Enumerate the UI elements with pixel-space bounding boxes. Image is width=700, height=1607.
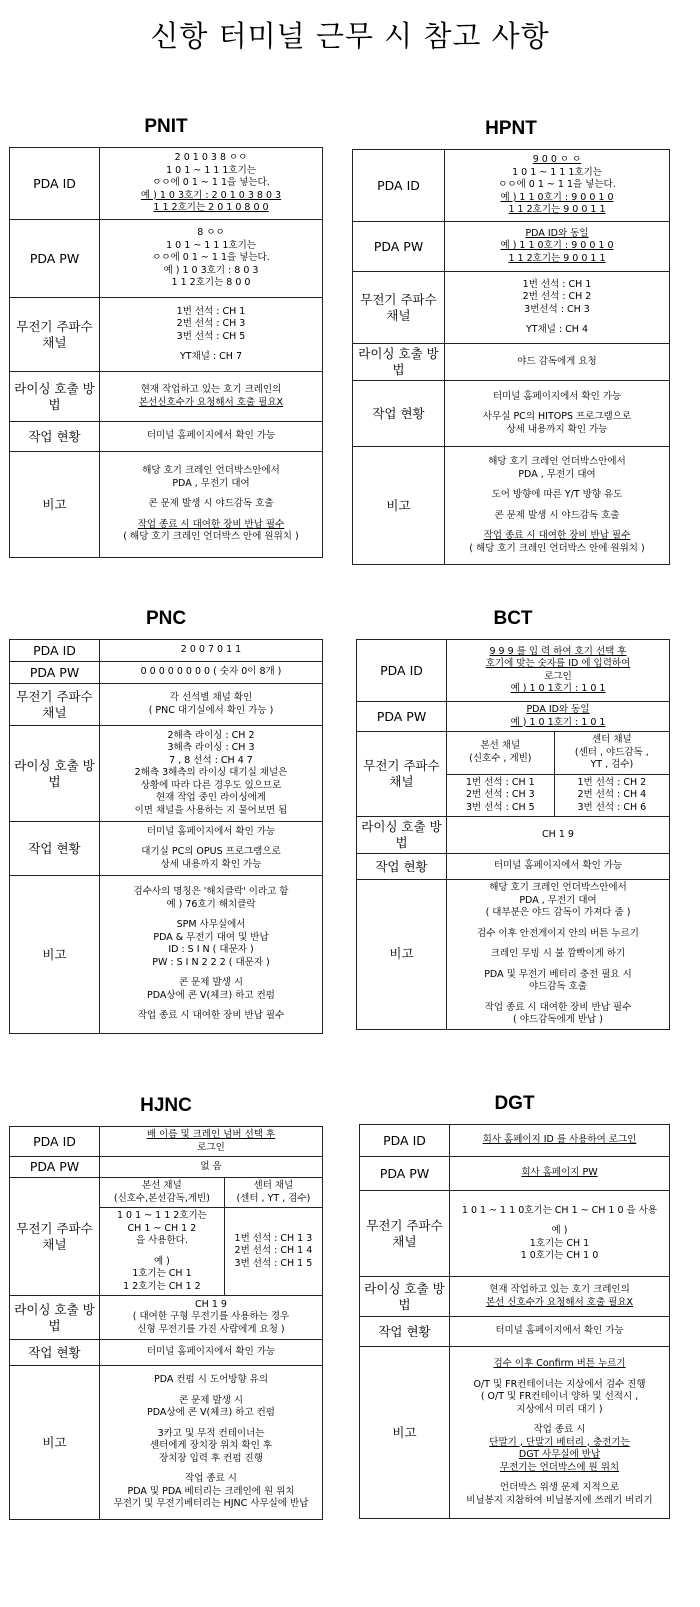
value-line: 1 0 1 ~ 1 1 2호기는 bbox=[116, 1210, 207, 1221]
value-line: 작업 종료 시 대여한 장비 반납 필수 bbox=[137, 1010, 285, 1022]
row-value bbox=[445, 222, 670, 272]
info-row bbox=[10, 1178, 323, 1296]
info-row bbox=[10, 422, 323, 452]
value-line: YT채널 : CH 7 bbox=[179, 351, 243, 362]
info-row bbox=[360, 1317, 670, 1347]
value-line: 2번 선석 : CH 2 bbox=[522, 291, 592, 302]
row-value bbox=[100, 1366, 323, 1520]
row-value bbox=[445, 381, 670, 447]
value-line: 3번 선석 : CH 6 bbox=[577, 801, 647, 813]
value-line: 9 9 9 를 입 력 하여 호기 선택 후 bbox=[489, 645, 627, 657]
info-row bbox=[10, 1157, 323, 1178]
value-line: 예 ) 1 0 1호기 : 1 0 1 bbox=[510, 716, 606, 728]
value-line: 단말기 , 단말기 베터리 , 충전기는 bbox=[489, 1436, 630, 1448]
row-label: 라이싱 호출 방법 bbox=[10, 726, 100, 822]
value-line: 검수 이후 Confirm 버튼 누르기 bbox=[493, 1358, 626, 1369]
info-row bbox=[360, 1157, 670, 1191]
info-row bbox=[10, 822, 323, 876]
row-label: 무전기 주파수 채널 bbox=[360, 1191, 450, 1277]
value-line: 각 선석별 채널 확인 bbox=[169, 692, 253, 703]
terminal-name: PNIT bbox=[144, 116, 188, 137]
value-line: 회사 홈페이지 ID 를 사용하여 로그인 bbox=[482, 1134, 637, 1146]
blank-line bbox=[448, 522, 666, 530]
row-value bbox=[450, 1277, 670, 1317]
value-line: PW : S I N 2 2 2 ( 대문자 ) bbox=[152, 956, 270, 968]
value-line: 7 , 8 선석 : CH 4 7 bbox=[169, 754, 253, 766]
blank-line bbox=[450, 940, 666, 948]
value-line: 도어 방향에 따른 Y/T 방향 유도 bbox=[491, 489, 623, 500]
value-line: 로그인 bbox=[544, 670, 572, 682]
value-line: ( PNC 대기실에서 확인 가능 ) bbox=[148, 704, 274, 716]
blank-line bbox=[102, 1248, 222, 1256]
row-label: PDA PW bbox=[353, 222, 445, 272]
center-channel-header bbox=[224, 1178, 322, 1208]
value-line: 예 ) 76호기 해치클락 bbox=[166, 898, 256, 910]
row-label: 무전기 주파수 채널 bbox=[10, 1178, 100, 1296]
row-value bbox=[445, 447, 670, 565]
row-label: PDA PW bbox=[10, 662, 100, 684]
row-value bbox=[100, 452, 323, 558]
info-row bbox=[353, 447, 670, 565]
main-channel-header bbox=[447, 732, 554, 774]
row-value bbox=[100, 876, 323, 1034]
row-value bbox=[447, 640, 670, 702]
value-line: ( 대부분은 야드 감독이 가져다 줌 ) bbox=[485, 907, 631, 918]
info-row bbox=[10, 148, 323, 220]
blank-line bbox=[453, 1371, 666, 1379]
row-value bbox=[100, 220, 323, 298]
value-line: 콘 문제 발생 시 야드감독 호출 bbox=[148, 498, 274, 510]
value-line: PDA 및 PDA 베터리는 크레인에 원 위치 bbox=[127, 1485, 295, 1497]
value-line: 2번 선석 : CH 3 bbox=[466, 789, 535, 800]
info-row bbox=[357, 854, 670, 880]
row-label: 라이싱 호출 방법 bbox=[10, 1296, 100, 1340]
value-line: 사무실 PC의 HITOPS 프로그램으로 bbox=[482, 411, 632, 423]
hpnt-section bbox=[352, 115, 670, 565]
row-label: 비고 bbox=[10, 452, 100, 558]
value-line: 회사 홈페이지 PW bbox=[521, 1167, 598, 1179]
value-line: ID : S I N ( 대문자 ) bbox=[168, 944, 254, 956]
value-line: 콘 문제 발생 시 야드감독 호출 bbox=[494, 509, 620, 521]
info-row bbox=[10, 662, 323, 684]
value-line: 3번선석 : CH 3 bbox=[524, 303, 590, 315]
value-line: 콘 문제 발생 시 bbox=[178, 977, 244, 989]
row-label: 라이싱 호출 방법 bbox=[353, 344, 445, 381]
dgt-section bbox=[359, 1090, 670, 1519]
terminal-name: DGT bbox=[494, 1093, 535, 1114]
value-line: 3카고 및 무적 컨테이너는 bbox=[157, 1427, 265, 1439]
value-line: 1번 선석 : CH 1 bbox=[176, 305, 246, 317]
value-line: DGT 사무실에 반납 bbox=[518, 1449, 601, 1460]
row-label: PDA ID bbox=[10, 640, 100, 662]
main-channel-values bbox=[100, 1208, 224, 1296]
row-label: 작업 현황 bbox=[360, 1317, 450, 1347]
row-value bbox=[447, 880, 670, 1030]
info-row bbox=[357, 640, 670, 702]
blank-line bbox=[103, 511, 319, 519]
value-line: 2 0 0 7 0 1 1 bbox=[180, 644, 242, 656]
main-channel-header bbox=[100, 1178, 224, 1208]
value-line: CH 1 9 bbox=[195, 1298, 227, 1310]
value-line: 2해측 라이싱 : CH 2 bbox=[167, 729, 255, 741]
info-row bbox=[10, 1340, 323, 1366]
page-title: 신항 터미널 근무 시 참고 사항 bbox=[150, 19, 550, 53]
value-line: (센터 , 야드감독 , bbox=[574, 746, 649, 758]
row-label: 무전기 주파수 채널 bbox=[10, 684, 100, 726]
row-value bbox=[100, 372, 323, 422]
row-label: PDA ID bbox=[353, 150, 445, 222]
row-label: PDA PW bbox=[357, 702, 447, 732]
value-line: 예 ) 1 0 3호기 : 2 0 1 0 3 8 0 3 bbox=[140, 189, 282, 201]
value-line: 이면 채널을 사용하는 지 물어보면 됨 bbox=[134, 804, 288, 816]
row-label: PDA PW bbox=[10, 1157, 100, 1178]
value-line: 0 0 0 0 0 0 0 0 ( 숫자 0이 8개 ) bbox=[140, 666, 282, 678]
blank-line bbox=[103, 1387, 319, 1395]
center-channel-header bbox=[554, 732, 669, 774]
value-line: 1 1 2호기는 9 0 0 1 1 bbox=[508, 204, 606, 216]
value-line: 검수 이후 안전게이지 안의 버튼 누르기 bbox=[477, 927, 639, 939]
row-label: 무전기 주파수 채널 bbox=[353, 272, 445, 344]
row-value bbox=[100, 298, 323, 372]
row-value bbox=[100, 662, 323, 684]
value-line: ( 해당 호기 크레인 언더박스 안에 원위치 ) bbox=[123, 531, 299, 543]
value-line: 작업 종료 시 대여한 장비 반납 필수 bbox=[483, 530, 631, 541]
blank-line bbox=[453, 1416, 666, 1424]
value-line: ( 대여한 구형 무전기를 사용하는 경우 bbox=[132, 1311, 290, 1323]
value-line: 3번 선석 : CH 5 bbox=[176, 330, 246, 342]
value-line: 해당 호기 크레인 언더박스안에서 bbox=[489, 882, 627, 893]
value-line: YT , 검수) bbox=[590, 759, 634, 770]
info-row bbox=[10, 726, 323, 822]
row-value bbox=[100, 1296, 323, 1340]
value-line: 작업 종료 시 대여한 장비 반납 필수 bbox=[484, 1001, 632, 1013]
value-line: 2번 선석 : CH 4 bbox=[577, 789, 647, 800]
value-line: 현재 작업하고 있는 호기 크레인의 bbox=[489, 1284, 630, 1295]
value-line: 상세 내용까지 확인 가능 bbox=[160, 858, 262, 870]
blank-line bbox=[448, 502, 666, 510]
blank-line bbox=[448, 481, 666, 489]
value-line: PDA상에 콘 V(체크) 하고 컨펌 bbox=[147, 989, 275, 1001]
value-line: 터미널 홈페이지에서 확인 가능 bbox=[146, 430, 276, 442]
row-value bbox=[450, 1347, 670, 1519]
value-line: 1번 선석 : CH 1 3 bbox=[234, 1232, 313, 1244]
value-line: 장치장 입력 후 컨펌 진행 bbox=[159, 1452, 263, 1464]
value-line: 현재 작업하고 있는 호기 크레인의 bbox=[140, 384, 282, 395]
info-row bbox=[357, 817, 670, 854]
value-line: 신형 무전기를 가진 사람에게 요청 ) bbox=[137, 1323, 285, 1335]
info-row bbox=[10, 1127, 323, 1157]
info-row bbox=[353, 344, 670, 381]
value-line: 3번 선석 : CH 1 5 bbox=[234, 1257, 313, 1269]
value-line: 본선 신호수가 요청해서 호출 필요X bbox=[485, 1296, 634, 1308]
info-row bbox=[353, 272, 670, 344]
row-value bbox=[450, 1317, 670, 1347]
value-line: (센터 , YT , 검수) bbox=[236, 1192, 311, 1204]
row-label: PDA PW bbox=[10, 220, 100, 298]
value-line: 1호기는 CH 1 bbox=[132, 1268, 192, 1279]
row-value bbox=[445, 272, 670, 344]
info-row bbox=[353, 222, 670, 272]
value-line: 무전기 및 무전기베터리는 HJNC 사무실에 반납 bbox=[113, 1498, 309, 1510]
info-row bbox=[357, 880, 670, 1030]
row-label: 무전기 주파수 채널 bbox=[357, 732, 447, 817]
row-value bbox=[450, 1157, 670, 1191]
info-row bbox=[10, 684, 323, 726]
terminal-name: HPNT bbox=[485, 118, 537, 139]
value-line: 센터 채널 bbox=[591, 734, 632, 745]
value-line: 호기에 맞는 숫자를 ID 에 입력하여 bbox=[485, 658, 631, 669]
center-channel-values bbox=[554, 774, 669, 816]
value-line: 해당 호기 크레인 언더박스안에서 bbox=[488, 456, 626, 467]
value-line: 터미널 홈페이지에서 확인 가능 bbox=[495, 1325, 624, 1337]
value-line: PDA ID와 동일 bbox=[525, 227, 589, 239]
value-line: 1호기는 CH 1 bbox=[529, 1237, 590, 1249]
main-channel-values bbox=[447, 774, 554, 816]
value-line: 작업 종료 시 bbox=[185, 1473, 237, 1485]
info-row bbox=[10, 372, 323, 422]
value-line: PDA & 무전기 대여 및 반납 bbox=[153, 931, 269, 943]
value-line: 작업 종료 시 대여한 장비 반납 필수 bbox=[137, 518, 285, 530]
value-line: 을 사용한다. bbox=[135, 1235, 188, 1246]
row-label: 작업 현황 bbox=[10, 1340, 100, 1366]
value-line: 1 1 2호기는 8 0 0 bbox=[171, 277, 251, 289]
info-row bbox=[360, 1347, 670, 1519]
value-line: 예 ) 1 0 1호기 : 1 0 1 bbox=[510, 683, 606, 694]
row-value bbox=[100, 726, 323, 822]
row-label: 작업 현황 bbox=[10, 422, 100, 452]
info-row bbox=[10, 298, 323, 372]
value-line: PDA ID와 동일 bbox=[526, 704, 590, 715]
value-line: 작업 종료 시 bbox=[533, 1424, 586, 1435]
row-label: 무전기 주파수 채널 bbox=[10, 298, 100, 372]
info-row bbox=[10, 1366, 323, 1520]
value-line: 예 ) bbox=[551, 1225, 568, 1236]
value-line: 야드 감독에게 요청 bbox=[517, 355, 597, 367]
value-line: 비닐봉지 지참하여 비닐봉지에 쓰레기 버리기 bbox=[466, 1494, 653, 1506]
value-line: 1 0 1 ~ 1 1 1호기는 bbox=[166, 239, 256, 251]
value-line: 9 0 0 ㅇ ㅇ bbox=[532, 154, 582, 166]
value-line: 본선신호수가 요청해서 호출 필요X bbox=[138, 396, 284, 408]
value-line: 본선 채널 bbox=[480, 740, 521, 752]
value-line: 1 0 1 ~ 1 1 0호기는 CH 1 ~ CH 1 0 을 사용 bbox=[461, 1204, 658, 1216]
value-line: (신호수,본선감독,게빈) bbox=[113, 1192, 210, 1204]
value-line: 본선 채널 bbox=[142, 1180, 182, 1191]
row-value bbox=[450, 1125, 670, 1157]
row-value bbox=[100, 822, 323, 876]
value-line: CH 1 ~ CH 1 2 bbox=[127, 1222, 197, 1234]
value-line: 크레인 무빙 시 불 깜빡이게 하기 bbox=[490, 948, 626, 959]
center-channel-values bbox=[224, 1208, 322, 1296]
value-line: O/T 및 FR컨테이너는 지상에서 검수 진행 bbox=[473, 1378, 646, 1390]
row-label: 작업 현황 bbox=[357, 854, 447, 880]
value-line: 3번 선석 : CH 5 bbox=[466, 801, 535, 813]
row-label: 비고 bbox=[10, 1366, 100, 1520]
pnit-section bbox=[9, 113, 323, 558]
bct-section bbox=[356, 605, 670, 1030]
info-row bbox=[353, 150, 670, 222]
row-value bbox=[447, 702, 670, 732]
blank-line bbox=[450, 961, 666, 969]
value-line: 없 음 bbox=[200, 1160, 222, 1172]
info-row bbox=[357, 702, 670, 732]
value-line: PDA , 무전기 대여 bbox=[172, 477, 250, 489]
value-line: 1 1 2호기는 2 0 1 0 8 0 0 bbox=[153, 202, 269, 214]
value-line: ( O/T 및 FR컨테이너 양하 및 선적시 , bbox=[480, 1391, 639, 1402]
value-line: 언더박스 위생 문제 지적으로 bbox=[499, 1482, 620, 1493]
value-line: 무전기는 언더박스에 원 위치 bbox=[499, 1461, 620, 1473]
info-row bbox=[10, 876, 323, 1034]
value-line: 1 1 2호기는 9 0 0 1 1 bbox=[508, 252, 606, 264]
value-line: 로그인 bbox=[197, 1141, 225, 1153]
row-value bbox=[100, 1340, 323, 1366]
info-table bbox=[359, 1124, 670, 1519]
info-table bbox=[9, 1126, 323, 1520]
info-row bbox=[10, 452, 323, 558]
info-row bbox=[10, 1296, 323, 1340]
blank-line bbox=[453, 1474, 666, 1482]
row-value bbox=[100, 422, 323, 452]
row-value bbox=[100, 640, 323, 662]
blank-line bbox=[453, 1217, 666, 1225]
terminal-name: HJNC bbox=[140, 1095, 192, 1116]
row-value bbox=[100, 1157, 323, 1178]
info-row bbox=[360, 1125, 670, 1157]
row-label: PDA ID bbox=[10, 148, 100, 220]
terminal-name: PNC bbox=[145, 608, 187, 629]
row-value bbox=[100, 1127, 323, 1157]
value-line: 현재 작업 중인 라이싱에게 bbox=[155, 792, 266, 804]
value-line: 1 2호기는 CH 1 2 bbox=[123, 1280, 201, 1292]
blank-line bbox=[450, 994, 666, 1002]
row-label: 라이싱 호출 방법 bbox=[10, 372, 100, 422]
row-label: 라이싱 호출 방법 bbox=[360, 1277, 450, 1317]
radio-channel-grid bbox=[100, 1178, 323, 1296]
row-value bbox=[445, 150, 670, 222]
value-line: 2번 선석 : CH 1 4 bbox=[234, 1245, 313, 1257]
value-line: 터미널 홈페이지에서 확인 가능 bbox=[492, 390, 622, 402]
row-label: 비고 bbox=[357, 880, 447, 1030]
pnc-section bbox=[9, 605, 323, 1034]
info-table bbox=[352, 149, 670, 565]
value-line: 터미널 홈페이지에서 확인 가능 bbox=[493, 860, 623, 872]
row-value bbox=[100, 148, 323, 220]
value-line: 2번 선석 : CH 3 bbox=[176, 318, 246, 329]
value-line: 예 ) 1 1 0호기 : 9 0 0 1 0 bbox=[500, 240, 614, 252]
info-row bbox=[10, 640, 323, 662]
row-label: PDA ID bbox=[10, 1127, 100, 1157]
info-row bbox=[360, 1191, 670, 1277]
value-line: 1번 선석 : CH 2 bbox=[577, 776, 647, 788]
value-line: 1 0호기는 CH 1 0 bbox=[520, 1250, 599, 1261]
value-line: ( 야드감독에게 반납 ) bbox=[513, 1014, 603, 1025]
value-line: 터미널 홈페이지에서 확인 가능 bbox=[146, 825, 276, 837]
value-line: 1 0 1 ~ 1 1 1호기는 bbox=[512, 166, 602, 178]
value-line: 8 ㅇㅇ bbox=[197, 227, 225, 239]
value-line: 검수사의 명칭은 '해치클락' 이라고 함 bbox=[133, 886, 289, 898]
row-label: 라이싱 호출 방법 bbox=[357, 817, 447, 854]
row-label: 비고 bbox=[353, 447, 445, 565]
info-table bbox=[9, 147, 323, 558]
row-label: 비고 bbox=[10, 876, 100, 1034]
row-label: PDA PW bbox=[360, 1157, 450, 1191]
value-line: PDA 및 무전기 베터리 충전 필요 시 bbox=[484, 968, 632, 980]
row-value bbox=[100, 684, 323, 726]
value-line: 예 ) 1 1 0호기 : 9 0 0 1 0 bbox=[500, 191, 614, 203]
value-line: 1번 선석 : CH 1 bbox=[466, 776, 535, 788]
value-line: 2해측 3해측의 라이싱 대기실 채널은 bbox=[134, 767, 288, 779]
value-line: ( 해당 호기 크레인 언더박스 안에 원위치 ) bbox=[469, 542, 645, 554]
value-line: 터미널 홈페이지에서 확인 가능 bbox=[146, 1346, 276, 1358]
value-line: 센터에게 장치장 위치 확인 후 bbox=[149, 1440, 273, 1452]
row-label: 작업 현황 bbox=[353, 381, 445, 447]
info-row bbox=[10, 220, 323, 298]
row-value bbox=[445, 344, 670, 381]
value-line: PDA 컨펌 시 도어방향 유의 bbox=[153, 1374, 269, 1386]
info-row bbox=[353, 381, 670, 447]
value-line: ㅇㅇ에 0 1 ~ 1 1을 넣는다. bbox=[498, 179, 616, 191]
value-line: PDA , 무전기 대여 bbox=[519, 894, 597, 906]
value-line: 3해측 라이싱 : CH 3 bbox=[167, 742, 255, 754]
terminal-name: BCT bbox=[493, 608, 533, 629]
value-line: PDA상에 콘 V(체크) 하고 컨펌 bbox=[147, 1407, 275, 1419]
value-line: 예 ) 1 0 3호기 : 8 0 3 bbox=[163, 264, 259, 276]
value-line: 1 0 1 ~ 1 1 1호기는 bbox=[166, 164, 256, 176]
hjnc-section bbox=[9, 1092, 323, 1520]
value-line: 대기실 PC의 OPUS 프로그램으로 bbox=[141, 846, 281, 858]
row-label: 비고 bbox=[360, 1347, 450, 1519]
blank-line bbox=[103, 343, 319, 351]
value-line: CH 1 9 bbox=[542, 828, 574, 840]
row-value bbox=[450, 1191, 670, 1277]
value-line: YT채널 : CH 4 bbox=[525, 324, 589, 335]
info-row bbox=[357, 732, 670, 817]
value-line: ㅇㅇ에 0 1 ~ 1 1을 넣는다. bbox=[152, 252, 270, 264]
value-line: 야드감독 호출 bbox=[528, 981, 588, 992]
row-label: PDA ID bbox=[360, 1125, 450, 1157]
value-line: ㅇㅇ에 0 1 ~ 1 1을 넣는다. bbox=[152, 177, 270, 189]
value-line: 지상에서 미리 대기 ) bbox=[516, 1403, 603, 1415]
blank-line bbox=[450, 920, 666, 928]
value-line: 상세 내용까지 확인 가능 bbox=[506, 423, 608, 435]
row-value bbox=[447, 817, 670, 854]
value-line: SPM 사무실에서 bbox=[176, 919, 246, 931]
value-line: 1번 선석 : CH 1 bbox=[522, 278, 592, 290]
value-line: 상황에 따라 다른 경우도 있으므로 bbox=[140, 779, 282, 791]
value-line: 2 0 1 0 3 8 ㅇㅇ bbox=[174, 152, 248, 164]
value-line: 센터 채널 bbox=[253, 1180, 294, 1191]
row-label: 작업 현황 bbox=[10, 822, 100, 876]
value-line: 해당 호기 크레인 언더박스안에서 bbox=[142, 465, 280, 477]
row-value bbox=[447, 854, 670, 880]
value-line: 콘 문제 발생 시 bbox=[178, 1394, 244, 1406]
info-table bbox=[9, 639, 323, 1034]
row-label: PDA ID bbox=[357, 640, 447, 702]
value-line: PDA , 무전기 대여 bbox=[518, 468, 596, 480]
value-line: 배 이름 및 크레인 넘버 선택 후 bbox=[146, 1129, 276, 1140]
blank-line bbox=[448, 316, 666, 324]
blank-line bbox=[103, 1420, 319, 1428]
value-line: (신호수 , 게빈) bbox=[469, 752, 532, 764]
value-line: 예 ) bbox=[153, 1255, 170, 1267]
radio-channel-grid bbox=[447, 732, 670, 817]
info-table bbox=[356, 639, 670, 1030]
info-row bbox=[360, 1277, 670, 1317]
